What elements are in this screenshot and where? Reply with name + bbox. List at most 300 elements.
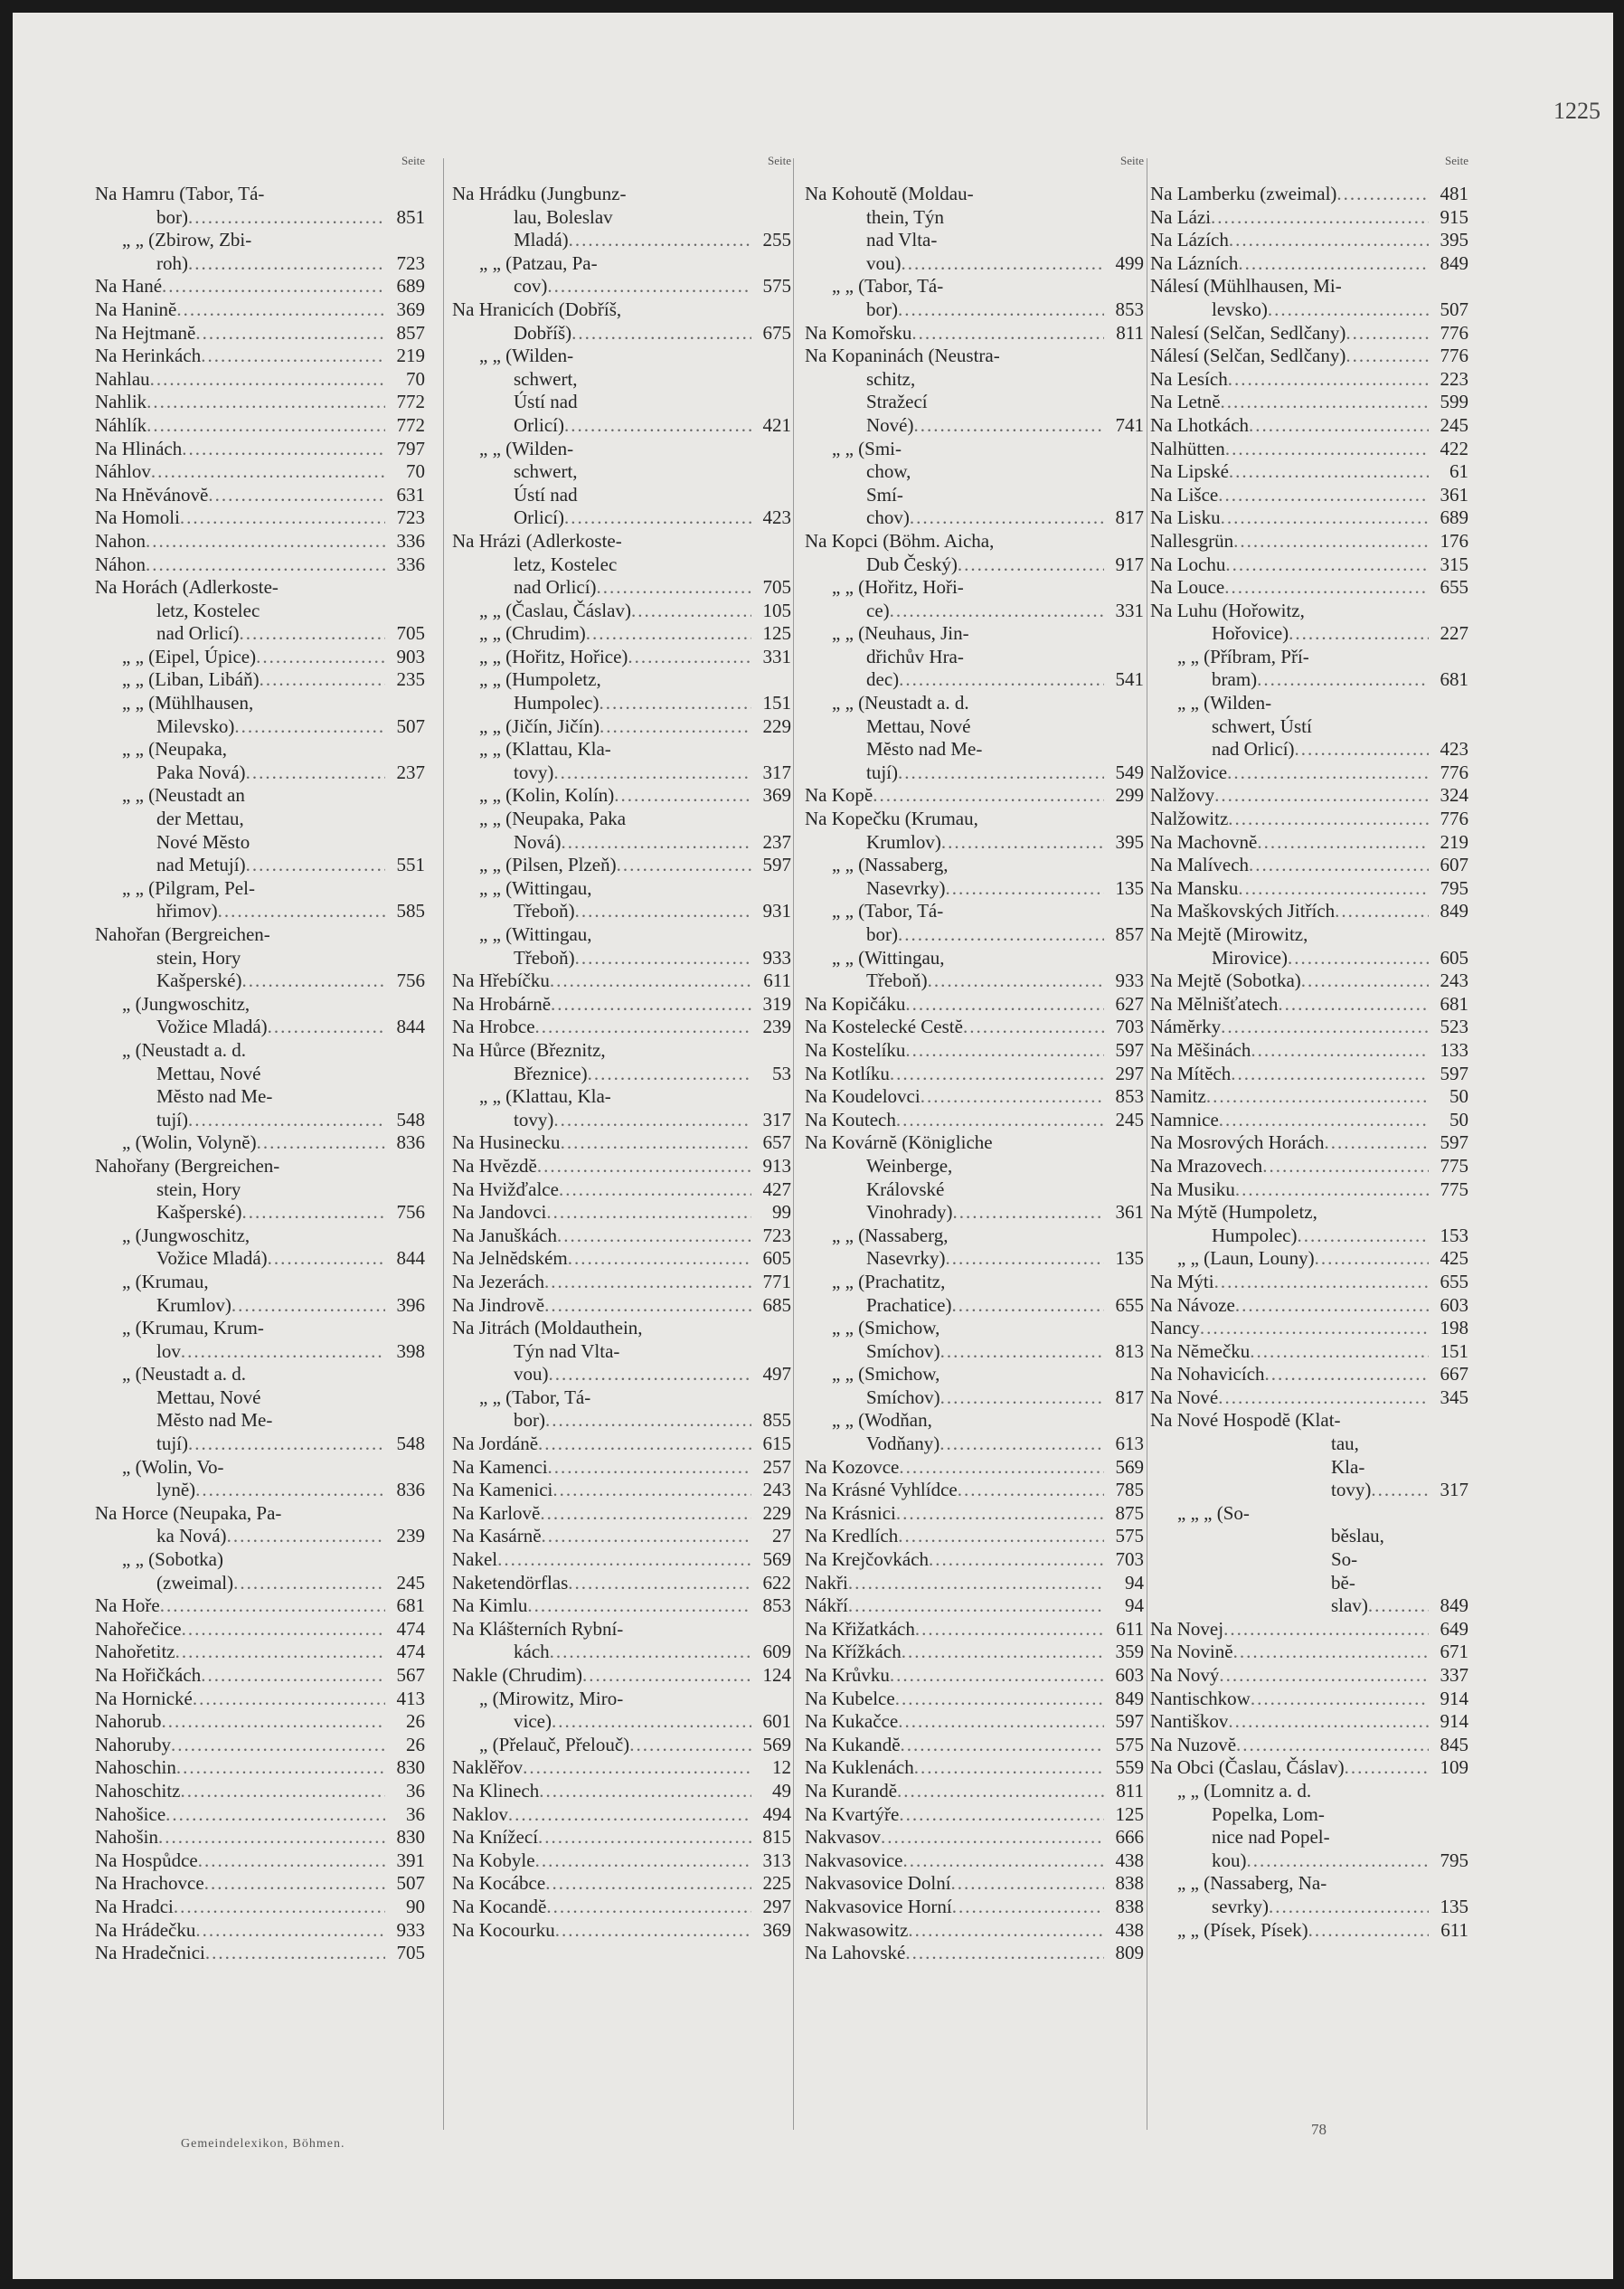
dot-leader bbox=[1228, 368, 1429, 392]
index-entry-line bbox=[1150, 576, 1468, 600]
entry-text: „ „ (Pilgram, Pel- bbox=[122, 876, 255, 899]
index-entry-line bbox=[805, 1664, 1144, 1688]
dot-leader bbox=[182, 438, 385, 461]
entry-text: nad Vlta- bbox=[866, 229, 938, 251]
dot-leader bbox=[182, 1618, 385, 1641]
index-entry-line bbox=[805, 1294, 1144, 1318]
index-entry-line bbox=[1150, 1433, 1468, 1456]
index-entry-line bbox=[452, 600, 791, 623]
entry-text: Na Hamru (Tabor, Tá- bbox=[95, 183, 265, 204]
index-entry-line bbox=[95, 854, 425, 877]
index-entry-line bbox=[95, 1734, 425, 1757]
entry-text: Nahošice bbox=[95, 1802, 166, 1825]
index-entry-line bbox=[805, 1479, 1144, 1502]
page-reference: 817 bbox=[1115, 506, 1144, 529]
entry-text: Nové Mĕsto bbox=[156, 830, 250, 853]
index-entry-line bbox=[805, 1734, 1144, 1757]
page-reference: 369 bbox=[762, 784, 791, 807]
entry-text: ce) bbox=[866, 599, 890, 621]
dot-leader bbox=[193, 1688, 385, 1711]
entry-text: Na Maškovských Jitřích bbox=[1150, 900, 1336, 922]
entry-text: Na Lázích bbox=[1150, 229, 1229, 251]
index-entry-line bbox=[95, 1664, 425, 1688]
entry-text: Na Musiku bbox=[1150, 1178, 1235, 1200]
entry-text: Na Kurandĕ bbox=[805, 1779, 898, 1802]
index-entry-line bbox=[95, 1780, 425, 1803]
index-entry-line bbox=[452, 808, 791, 831]
entry-text: Mĕsto nad Me- bbox=[866, 738, 983, 761]
entry-text: Nálesí (Selčan, Sedlčany) bbox=[1150, 345, 1346, 367]
index-entry-line bbox=[452, 275, 791, 298]
page-reference: 655 bbox=[1440, 576, 1468, 599]
dot-leader bbox=[1315, 1247, 1429, 1271]
page-reference: 229 bbox=[762, 714, 791, 737]
index-entry-line bbox=[805, 391, 1144, 414]
index-entry-line bbox=[452, 1826, 791, 1849]
page-reference: 133 bbox=[1440, 1038, 1468, 1061]
page-reference: 317 bbox=[762, 761, 791, 783]
dot-leader bbox=[508, 1803, 751, 1827]
index-entry-line bbox=[1150, 1896, 1468, 1919]
index-entry-line bbox=[805, 345, 1144, 368]
page-reference: 313 bbox=[762, 1849, 791, 1871]
dot-leader bbox=[1301, 970, 1429, 993]
dot-leader bbox=[890, 1664, 1104, 1688]
dot-leader bbox=[158, 1826, 385, 1849]
dot-leader bbox=[241, 970, 385, 993]
dot-leader bbox=[1251, 1039, 1429, 1063]
index-entry-line bbox=[1150, 368, 1468, 392]
entry-text: Na Hornické bbox=[95, 1687, 193, 1709]
page-reference: 105 bbox=[762, 599, 791, 621]
index-entry-line bbox=[452, 322, 791, 345]
page-reference: 681 bbox=[1440, 992, 1468, 1015]
index-entry-line bbox=[452, 1594, 791, 1618]
index-entry-line bbox=[805, 1826, 1144, 1849]
index-entry-line bbox=[95, 1548, 425, 1572]
entry-text: Na Mrazovech bbox=[1150, 1154, 1263, 1177]
dot-leader bbox=[549, 1363, 752, 1386]
index-entry-line bbox=[805, 1849, 1144, 1873]
dot-leader bbox=[548, 1456, 751, 1480]
page-reference: 776 bbox=[1440, 345, 1468, 367]
index-entry-line bbox=[1150, 530, 1468, 553]
dot-leader bbox=[1257, 668, 1429, 692]
entry-text: nice nad Popel- bbox=[1212, 1826, 1330, 1849]
page-reference: 849 bbox=[1115, 1687, 1144, 1709]
page-reference: 914 bbox=[1440, 1687, 1468, 1709]
entry-text: nad Orlicí) bbox=[514, 576, 597, 599]
entry-text: Nahorub bbox=[95, 1710, 162, 1733]
dot-leader bbox=[1225, 553, 1429, 577]
entry-text: lov bbox=[156, 1339, 181, 1362]
entry-text: Na Mejtĕ (Mirowitz, bbox=[1150, 923, 1308, 945]
dot-leader bbox=[899, 1803, 1104, 1827]
dot-leader bbox=[231, 1294, 385, 1318]
entry-text: lynĕ) bbox=[156, 1479, 196, 1501]
index-entry-line bbox=[95, 1896, 425, 1919]
page-reference: 523 bbox=[1440, 1016, 1468, 1038]
page-reference: 597 bbox=[1115, 1038, 1144, 1061]
entry-text: Na Jelnĕdském bbox=[452, 1247, 568, 1270]
index-entry-line bbox=[805, 970, 1144, 993]
index-entry-line bbox=[452, 715, 791, 739]
entry-text: vou) bbox=[866, 251, 902, 274]
dot-leader bbox=[146, 553, 385, 577]
entry-text: Na Hoře bbox=[95, 1594, 160, 1617]
dot-leader bbox=[146, 414, 385, 438]
entry-text: Dobříš) bbox=[514, 321, 572, 344]
dot-leader bbox=[1218, 484, 1429, 507]
entry-text: letz, Kostelec bbox=[514, 553, 618, 575]
index-entry-line bbox=[805, 947, 1144, 970]
entry-text: Kašperské) bbox=[156, 970, 242, 992]
entry-text: Na Kopci (Böhm. Aicha, bbox=[805, 529, 995, 552]
page-reference: 219 bbox=[1440, 830, 1468, 853]
page-reference: 26 bbox=[406, 1733, 425, 1755]
entry-text: „ „ (Zbirow, Zbi- bbox=[122, 229, 252, 251]
entry-text: „ „ (Wittingau, bbox=[479, 876, 592, 899]
page-reference: 423 bbox=[1440, 738, 1468, 761]
index-entry-line bbox=[1150, 1780, 1468, 1803]
dot-leader bbox=[901, 1734, 1104, 1757]
index-entry-line bbox=[805, 275, 1144, 298]
dot-leader bbox=[561, 1131, 751, 1155]
page-reference: 607 bbox=[1440, 854, 1468, 876]
index-entry-line bbox=[805, 414, 1144, 438]
index-entry-line bbox=[1150, 1247, 1468, 1271]
entry-text: roh) bbox=[156, 251, 188, 274]
index-entry-line bbox=[452, 877, 791, 901]
dot-leader bbox=[1257, 831, 1429, 855]
index-entry-line bbox=[1150, 229, 1468, 252]
entry-text: Na Hůrce (Březnitz, bbox=[452, 1038, 606, 1061]
entry-text: Na Mejtĕ (Sobotka) bbox=[1150, 970, 1301, 992]
entry-text: Ústí nad bbox=[514, 391, 578, 413]
dot-leader bbox=[1206, 1085, 1429, 1109]
index-entry-line bbox=[95, 1247, 425, 1271]
page-reference: 396 bbox=[396, 1293, 425, 1316]
page-reference: 705 bbox=[396, 1942, 425, 1964]
dot-leader bbox=[527, 1594, 751, 1618]
page-reference: 331 bbox=[762, 645, 791, 667]
page-reference: 603 bbox=[1440, 1293, 1468, 1316]
entry-text: kách bbox=[514, 1641, 550, 1663]
entry-text: Krumlov) bbox=[866, 830, 941, 853]
index-entry-line bbox=[1150, 784, 1468, 808]
dot-leader bbox=[890, 1063, 1104, 1086]
dot-leader bbox=[176, 1756, 385, 1780]
entry-text: tují) bbox=[156, 1108, 188, 1130]
entry-text: Mirovice) bbox=[1212, 946, 1288, 969]
index-entry-line bbox=[805, 1363, 1144, 1386]
entry-text: schwert, bbox=[514, 460, 578, 483]
index-entry-line bbox=[95, 1710, 425, 1734]
page-reference: 70 bbox=[406, 367, 425, 390]
dot-leader bbox=[1233, 1641, 1429, 1664]
index-entry-line bbox=[452, 1872, 791, 1896]
index-entry-line bbox=[95, 345, 425, 368]
entry-text: bor) bbox=[866, 298, 898, 320]
page-reference: 198 bbox=[1440, 1317, 1468, 1339]
page-reference: 815 bbox=[762, 1826, 791, 1849]
index-entry-line bbox=[95, 900, 425, 923]
index-entry-line bbox=[1150, 1340, 1468, 1364]
page-reference: 903 bbox=[396, 645, 425, 667]
index-entry-line bbox=[1150, 1664, 1468, 1688]
page-reference: 497 bbox=[762, 1363, 791, 1386]
dot-leader bbox=[945, 1247, 1104, 1271]
page-reference: 99 bbox=[772, 1201, 791, 1224]
entry-text: „ „ „ (So- bbox=[1177, 1501, 1250, 1524]
entry-text: Na Hospůdce bbox=[95, 1849, 198, 1871]
index-entry-line bbox=[1150, 1363, 1468, 1386]
entry-text: slav) bbox=[1331, 1594, 1368, 1617]
index-entry-line bbox=[452, 1803, 791, 1827]
page-reference: 611 bbox=[1440, 1918, 1468, 1941]
index-entry-line bbox=[1150, 1734, 1468, 1757]
index-entry-line bbox=[452, 761, 791, 785]
index-entry-line bbox=[95, 414, 425, 438]
index-entry-line bbox=[805, 715, 1144, 739]
page-reference: 297 bbox=[762, 1895, 791, 1917]
entry-text: Orlicí) bbox=[514, 506, 564, 529]
index-entry-line bbox=[95, 738, 425, 761]
page-reference: 176 bbox=[1440, 529, 1468, 552]
entry-text: Na Lázi bbox=[1150, 205, 1212, 228]
index-entry-line bbox=[452, 484, 791, 507]
index-entry-line bbox=[95, 993, 425, 1017]
entry-text: Nancy bbox=[1150, 1317, 1200, 1339]
dot-leader bbox=[218, 900, 385, 923]
page-reference: 599 bbox=[1440, 391, 1468, 413]
entry-text: „ „ (Neupaka, Paka bbox=[479, 808, 627, 830]
page-reference: 844 bbox=[396, 1247, 425, 1270]
index-entry-line bbox=[1150, 1409, 1468, 1433]
dot-leader bbox=[1225, 438, 1429, 461]
entry-text: Na Kimlu bbox=[452, 1594, 528, 1617]
index-entry-line bbox=[95, 530, 425, 553]
dot-leader bbox=[895, 1688, 1104, 1711]
page-reference: 299 bbox=[1115, 784, 1144, 807]
index-entry-line bbox=[1150, 183, 1468, 206]
entry-text: Na Jindrovĕ bbox=[452, 1293, 545, 1316]
dot-leader bbox=[940, 1386, 1104, 1410]
page-reference: 611 bbox=[1116, 1617, 1144, 1640]
dot-leader bbox=[1278, 993, 1429, 1017]
page-reference: 723 bbox=[762, 1224, 791, 1246]
entry-text: „ „ (Wittingau, bbox=[832, 946, 945, 969]
page-reference: 741 bbox=[1115, 413, 1144, 436]
page-reference: 613 bbox=[1115, 1433, 1144, 1455]
dot-leader bbox=[575, 947, 751, 970]
index-entry-line bbox=[452, 854, 791, 877]
dot-leader bbox=[557, 1225, 751, 1248]
dot-leader bbox=[561, 831, 751, 855]
index-entry-line bbox=[1150, 322, 1468, 345]
index-entry-line bbox=[1150, 1085, 1468, 1109]
page-reference: 667 bbox=[1440, 1363, 1468, 1386]
page-reference: 855 bbox=[762, 1409, 791, 1432]
dot-leader bbox=[553, 1109, 751, 1132]
dot-leader bbox=[1269, 1896, 1429, 1919]
dot-leader bbox=[921, 1085, 1104, 1109]
index-entry-line bbox=[95, 183, 425, 206]
entry-text: Na Hvĕzdĕ bbox=[452, 1154, 537, 1177]
index-entry-line bbox=[452, 1618, 791, 1641]
index-entry-line bbox=[95, 1456, 425, 1480]
entry-text: Na Kohoutĕ (Moldau- bbox=[805, 183, 974, 204]
index-entry-line bbox=[452, 1572, 791, 1595]
entry-text: Třeboň) bbox=[514, 900, 575, 922]
entry-text: Na Koudelovci bbox=[805, 1085, 921, 1108]
page-reference: 601 bbox=[762, 1710, 791, 1733]
page-reference: 395 bbox=[1440, 229, 1468, 251]
dot-leader bbox=[1218, 1386, 1429, 1410]
page-reference: 771 bbox=[762, 1270, 791, 1292]
index-entry-line bbox=[805, 252, 1144, 276]
dot-leader bbox=[1345, 345, 1429, 368]
index-entry-line bbox=[805, 622, 1144, 646]
dot-leader bbox=[233, 1572, 385, 1595]
entry-text: Dub Český) bbox=[866, 553, 958, 575]
page-reference: 245 bbox=[1115, 1108, 1144, 1130]
index-entry-line bbox=[805, 1641, 1144, 1664]
dot-leader bbox=[1235, 1294, 1429, 1318]
entry-text: Na Letnĕ bbox=[1150, 391, 1221, 413]
page-reference: 239 bbox=[762, 1016, 791, 1038]
page-reference: 776 bbox=[1440, 808, 1468, 830]
page-reference: 597 bbox=[1440, 1062, 1468, 1084]
page-reference: 125 bbox=[762, 622, 791, 645]
index-entry-line bbox=[95, 1271, 425, 1294]
dot-leader bbox=[544, 1271, 751, 1294]
entry-text: Namnice bbox=[1150, 1108, 1219, 1130]
entry-text: „ „ (Wodňan, bbox=[832, 1409, 932, 1432]
index-entry-line bbox=[805, 460, 1144, 484]
index-entry-line bbox=[805, 506, 1144, 530]
entry-text: Na Kasárnĕ bbox=[452, 1525, 542, 1547]
entry-text: Nahořečice bbox=[95, 1617, 182, 1640]
page-reference: 319 bbox=[762, 992, 791, 1015]
entry-text: lau, Boleslav bbox=[514, 205, 613, 228]
entry-text: Na Haninĕ bbox=[95, 298, 177, 320]
entry-text: „ „ (Neuhaus, Jin- bbox=[832, 622, 969, 645]
page-reference: 915 bbox=[1440, 205, 1468, 228]
index-entry-line bbox=[95, 1479, 425, 1502]
entry-text: Na Hlinách bbox=[95, 437, 183, 459]
dot-leader bbox=[1211, 206, 1429, 230]
dot-leader bbox=[1200, 1317, 1429, 1340]
page-reference: 853 bbox=[762, 1594, 791, 1617]
entry-text: Na Lahovské bbox=[805, 1942, 906, 1964]
entry-text: sevrky) bbox=[1212, 1895, 1269, 1917]
page-reference: 913 bbox=[762, 1154, 791, 1177]
page-reference: 235 bbox=[396, 668, 425, 691]
dot-leader bbox=[180, 506, 385, 530]
dot-leader bbox=[1221, 506, 1429, 530]
entry-text: Na Knížecí bbox=[452, 1826, 539, 1849]
dot-leader bbox=[575, 900, 751, 923]
entry-text: Weinberge, bbox=[866, 1154, 953, 1177]
seite-header: Seite bbox=[1120, 154, 1144, 167]
index-entry-line bbox=[95, 1803, 425, 1827]
entry-text: Nakvasovice Horní bbox=[805, 1895, 952, 1917]
index-entry-line bbox=[452, 438, 791, 461]
page-reference: 776 bbox=[1440, 321, 1468, 344]
page-reference: 853 bbox=[1115, 1085, 1144, 1108]
entry-text: vice) bbox=[514, 1710, 552, 1733]
page-reference: 36 bbox=[406, 1779, 425, 1802]
index-entry-line bbox=[95, 1201, 425, 1225]
page-reference: 391 bbox=[396, 1849, 425, 1871]
entry-text: Nakři bbox=[805, 1571, 848, 1594]
dot-leader bbox=[890, 600, 1104, 623]
dot-leader bbox=[523, 1756, 751, 1780]
index-entry-line bbox=[1150, 553, 1468, 577]
dot-leader bbox=[535, 1849, 751, 1873]
index-entry-line bbox=[1150, 692, 1468, 715]
entry-text: Na Krásnici bbox=[805, 1501, 896, 1524]
entry-text: Na Kukačce bbox=[805, 1710, 899, 1733]
index-entry-line bbox=[1150, 993, 1468, 1017]
entry-text: Nasevrky) bbox=[866, 1247, 946, 1270]
index-entry-line bbox=[1150, 1618, 1468, 1641]
entry-text: Nantiškov bbox=[1150, 1710, 1229, 1733]
index-entry-line bbox=[452, 345, 791, 368]
column-divider bbox=[793, 158, 794, 2130]
index-entry-line bbox=[805, 438, 1144, 461]
page-reference: 151 bbox=[762, 692, 791, 714]
dot-leader bbox=[176, 298, 385, 322]
entry-text: Na Lázních bbox=[1150, 251, 1239, 274]
page-reference: 237 bbox=[762, 830, 791, 853]
index-entry-line bbox=[95, 391, 425, 414]
index-entry-line bbox=[805, 1780, 1144, 1803]
page-reference: 603 bbox=[1115, 1664, 1144, 1686]
dot-leader bbox=[545, 1409, 751, 1433]
index-entry-line bbox=[452, 1363, 791, 1386]
index-entry-line bbox=[805, 1803, 1144, 1827]
dot-leader bbox=[161, 1710, 385, 1734]
dot-leader bbox=[599, 692, 751, 715]
page-reference: 756 bbox=[396, 1201, 425, 1224]
index-entry-line bbox=[805, 1896, 1144, 1919]
index-entry-line bbox=[1150, 831, 1468, 855]
index-entry-line bbox=[95, 1131, 425, 1155]
entry-text: Na Koutech bbox=[805, 1108, 896, 1130]
dot-leader bbox=[240, 622, 385, 646]
index-entry-line bbox=[95, 1016, 425, 1039]
dot-leader bbox=[256, 646, 385, 669]
index-entry-line bbox=[452, 229, 791, 252]
dot-leader bbox=[544, 1294, 751, 1318]
page-reference: 243 bbox=[762, 1479, 791, 1501]
entry-text: Nakvasovice bbox=[805, 1849, 903, 1871]
index-entry-line bbox=[452, 1386, 791, 1410]
dot-leader bbox=[552, 1710, 751, 1734]
index-entry-line bbox=[95, 229, 425, 252]
entry-text: dřichův Hra- bbox=[866, 645, 964, 667]
dot-leader bbox=[1295, 738, 1429, 761]
page-reference: 605 bbox=[762, 1247, 791, 1270]
entry-text: Náhlov bbox=[95, 460, 151, 483]
index-entry-line bbox=[452, 1109, 791, 1132]
page-reference: 151 bbox=[1440, 1339, 1468, 1362]
index-entry-line bbox=[805, 1409, 1144, 1433]
index-entry-line bbox=[452, 530, 791, 553]
dot-leader bbox=[928, 970, 1104, 993]
